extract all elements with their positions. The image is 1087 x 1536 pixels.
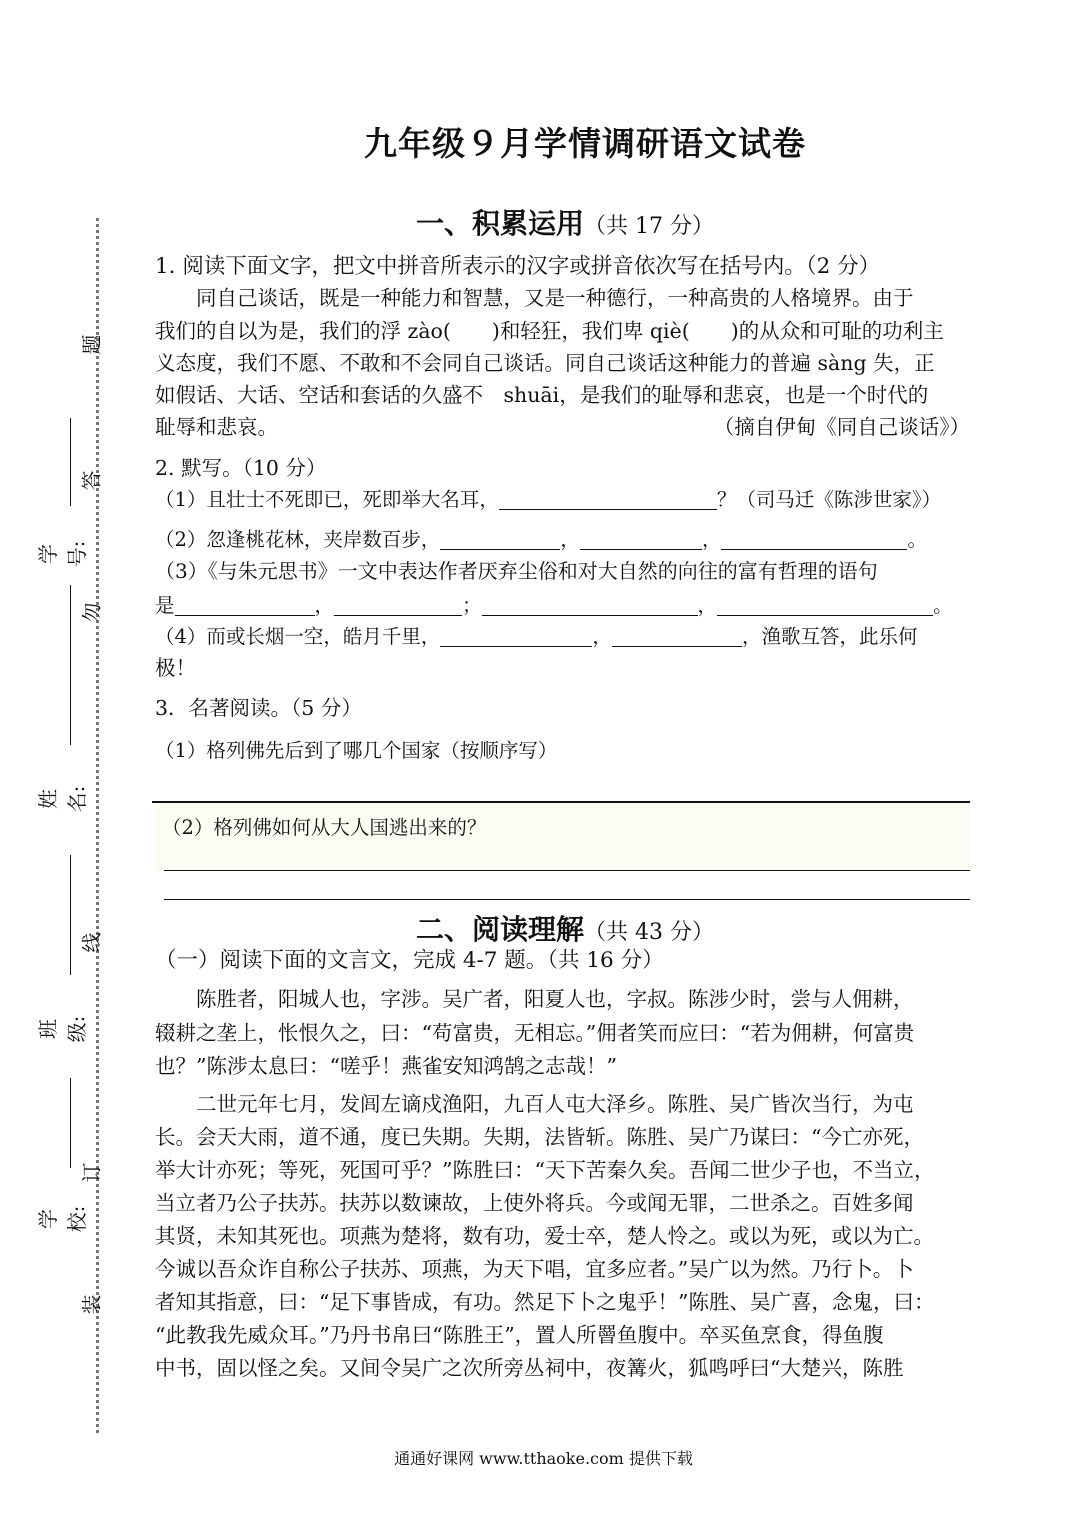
reading-1-line-5: 长。会天大雨，道不通，度已失期。失期，法皆斩。陈胜、吴广乃谋曰：“今亡亦死， [155,1125,924,1149]
q2-blank-3d[interactable] [717,593,933,616]
q1-line-4: 如假话、大话、空话和套话的久盛不 shuāi，是我们的耻辱和悲哀，也是一个时代的 [155,383,929,407]
reading-1-line-11: “此教我先威众耳。”乃丹书帛曰“陈胜王”，置人所罾鱼腹中。卒买鱼烹食，得鱼腹 [155,1323,884,1347]
page-title: 九年级９月学情调研语文试卷 [364,124,806,163]
footer-credit: 通通好课网 www.tthaoke.com 提供下载 [394,1449,693,1468]
margin-char-wu: 勿 [79,602,104,623]
q2-item-4-line-2: 极！ [155,656,196,680]
q1-line-3: 义态度，我们不愿、不敢和不会同自己谈话。同自己谈话这种能力的普遍 sàng 失，正 [155,351,935,375]
margin-char-da: 答 [79,470,104,491]
q2-item-2: （2）忽逢桃花林，夹岸数百步， ， ， 。 [155,528,927,551]
q3-item-1: （1）格列佛先后到了哪几个国家（按顺序写） [155,739,558,762]
q2-blank-2a[interactable] [440,527,560,550]
q1-line-5: 耻辱和悲哀。 [155,415,278,439]
q2-item-3-line-2: 是 ， ； ， 。 [155,594,953,617]
reading-1-line-2: 辍耕之垄上，怅恨久之，曰：“苟富贵，无相忘。”佣者笑而应曰：“若为佣耕，何富贵 [155,1021,915,1045]
q3-answer-line-1[interactable] [152,801,970,803]
reading-1-prompt: （一）阅读下面的文言文，完成 4-7 题。（共 16 分） [155,948,664,973]
q1-prompt: 1. 阅读下面文字，把文中拼音所表示的汉字或拼音依次写在括号内。（2 分） [155,254,881,279]
section-1-heading: 一、积累运用（共 17 分） [416,207,714,240]
q2-blank-4a[interactable] [440,624,592,647]
q1-source: （摘自伊甸《同自己谈话》） [713,415,970,439]
q2-blank-2b[interactable] [580,527,702,550]
q2-prompt: 2. 默写。（10 分） [155,456,327,480]
blank-school[interactable] [70,1078,71,1168]
q1-line-2: 我们的自以为是，我们的浮 zào( )和轻狂，我们卑 qiè( )的从众和可耻的功利主 [155,319,944,343]
reading-1-line-6: 举大计亦死；等死，死国可乎？”陈胜曰：“天下苦秦久矣。吾闻二世少子也，不当立， [155,1158,935,1182]
reading-1-line-10: 者知其指意，曰：“足下事皆成，有功。然足下卜之鬼乎！”陈胜、吴广喜，念鬼，曰： [155,1290,935,1314]
label-class: 班级: [36,1015,89,1043]
q2-blank-3b[interactable] [334,593,462,616]
blank-name[interactable] [70,585,71,745]
margin-char-ti: 题 [79,334,104,355]
binding-dotted-line [96,218,99,1433]
reading-1-line-7: 当立者乃公子扶苏。扶苏以数谏故，上使外将兵。今或闻无罪，二世杀之。百姓多闻 [155,1191,914,1215]
label-student-number: 学号: [36,540,89,568]
q2-item-4: （4）而或长烟一空，皓月千里， ， ，渔歌互答，此乐何 [155,625,918,648]
q2-item-3-line-1: （3）《与朱元思书》一文中表达作者厌弃尘俗和对大自然的向往的富有哲理的语句 [155,559,878,583]
margin-char-xian: 线 [79,932,104,953]
reading-1-line-4: 二世元年七月，发闾左谪戍渔阳，九百人屯大泽乡。陈胜、吴广皆次当行，为屯 [155,1092,914,1116]
q2-blank-4b[interactable] [612,624,742,647]
margin-char-ding: 订 [79,1162,104,1183]
label-school: 学校: [36,1205,89,1233]
q3-prompt: 3．名著阅读。（5 分） [155,696,362,720]
section-2-heading: 二、阅读理解（共 43 分） [416,913,714,946]
q2-blank-3a[interactable] [175,593,315,616]
q3-answer-line-3[interactable] [164,899,970,900]
q2-blank-2c[interactable] [721,527,907,550]
reading-1-line-9: 今诚以吾众诈自称公子扶苏、项燕，为天下唱，宜多应者。”吴广以为然。乃行卜。卜 [155,1257,914,1281]
q3-answer-line-2[interactable] [164,870,970,871]
margin-char-zhuang: 装 [79,1294,104,1315]
reading-1-line-12: 中书，固以怪之矣。又间令吴广之次所旁丛祠中，夜篝火，狐鸣呼曰“大楚兴，陈胜 [155,1356,904,1380]
q1-line-1: 同自己谈话，既是一种能力和智慧，又是一种德行，一种高贵的人格境界。由于 [155,286,914,310]
reading-1-line-8: 其贤，未知其死也。项燕为楚将，数有功，爱士卒，楚人怜之。或以为死，或以为亡。 [155,1224,934,1248]
q2-blank-1[interactable] [499,487,717,510]
reading-1-line-1: 陈胜者，阳城人也，字涉。吴广者，阳夏人也，字叔。陈涉少时，尝与人佣耕， [155,987,914,1011]
q3-item-2: （2）格列佛如何从大人国逃出来的？ [162,816,487,839]
q2-blank-3c[interactable] [482,593,698,616]
blank-student-number[interactable] [70,418,71,506]
label-name: 姓名: [36,785,89,813]
reading-1-line-3: 也？”陈涉太息曰：“嗟乎！燕雀安知鸿鹄之志哉！” [155,1054,617,1078]
q2-item-1: （1）且壮士不死即已，死即举大名耳， ？（司马迁《陈涉世家》） [155,488,942,511]
